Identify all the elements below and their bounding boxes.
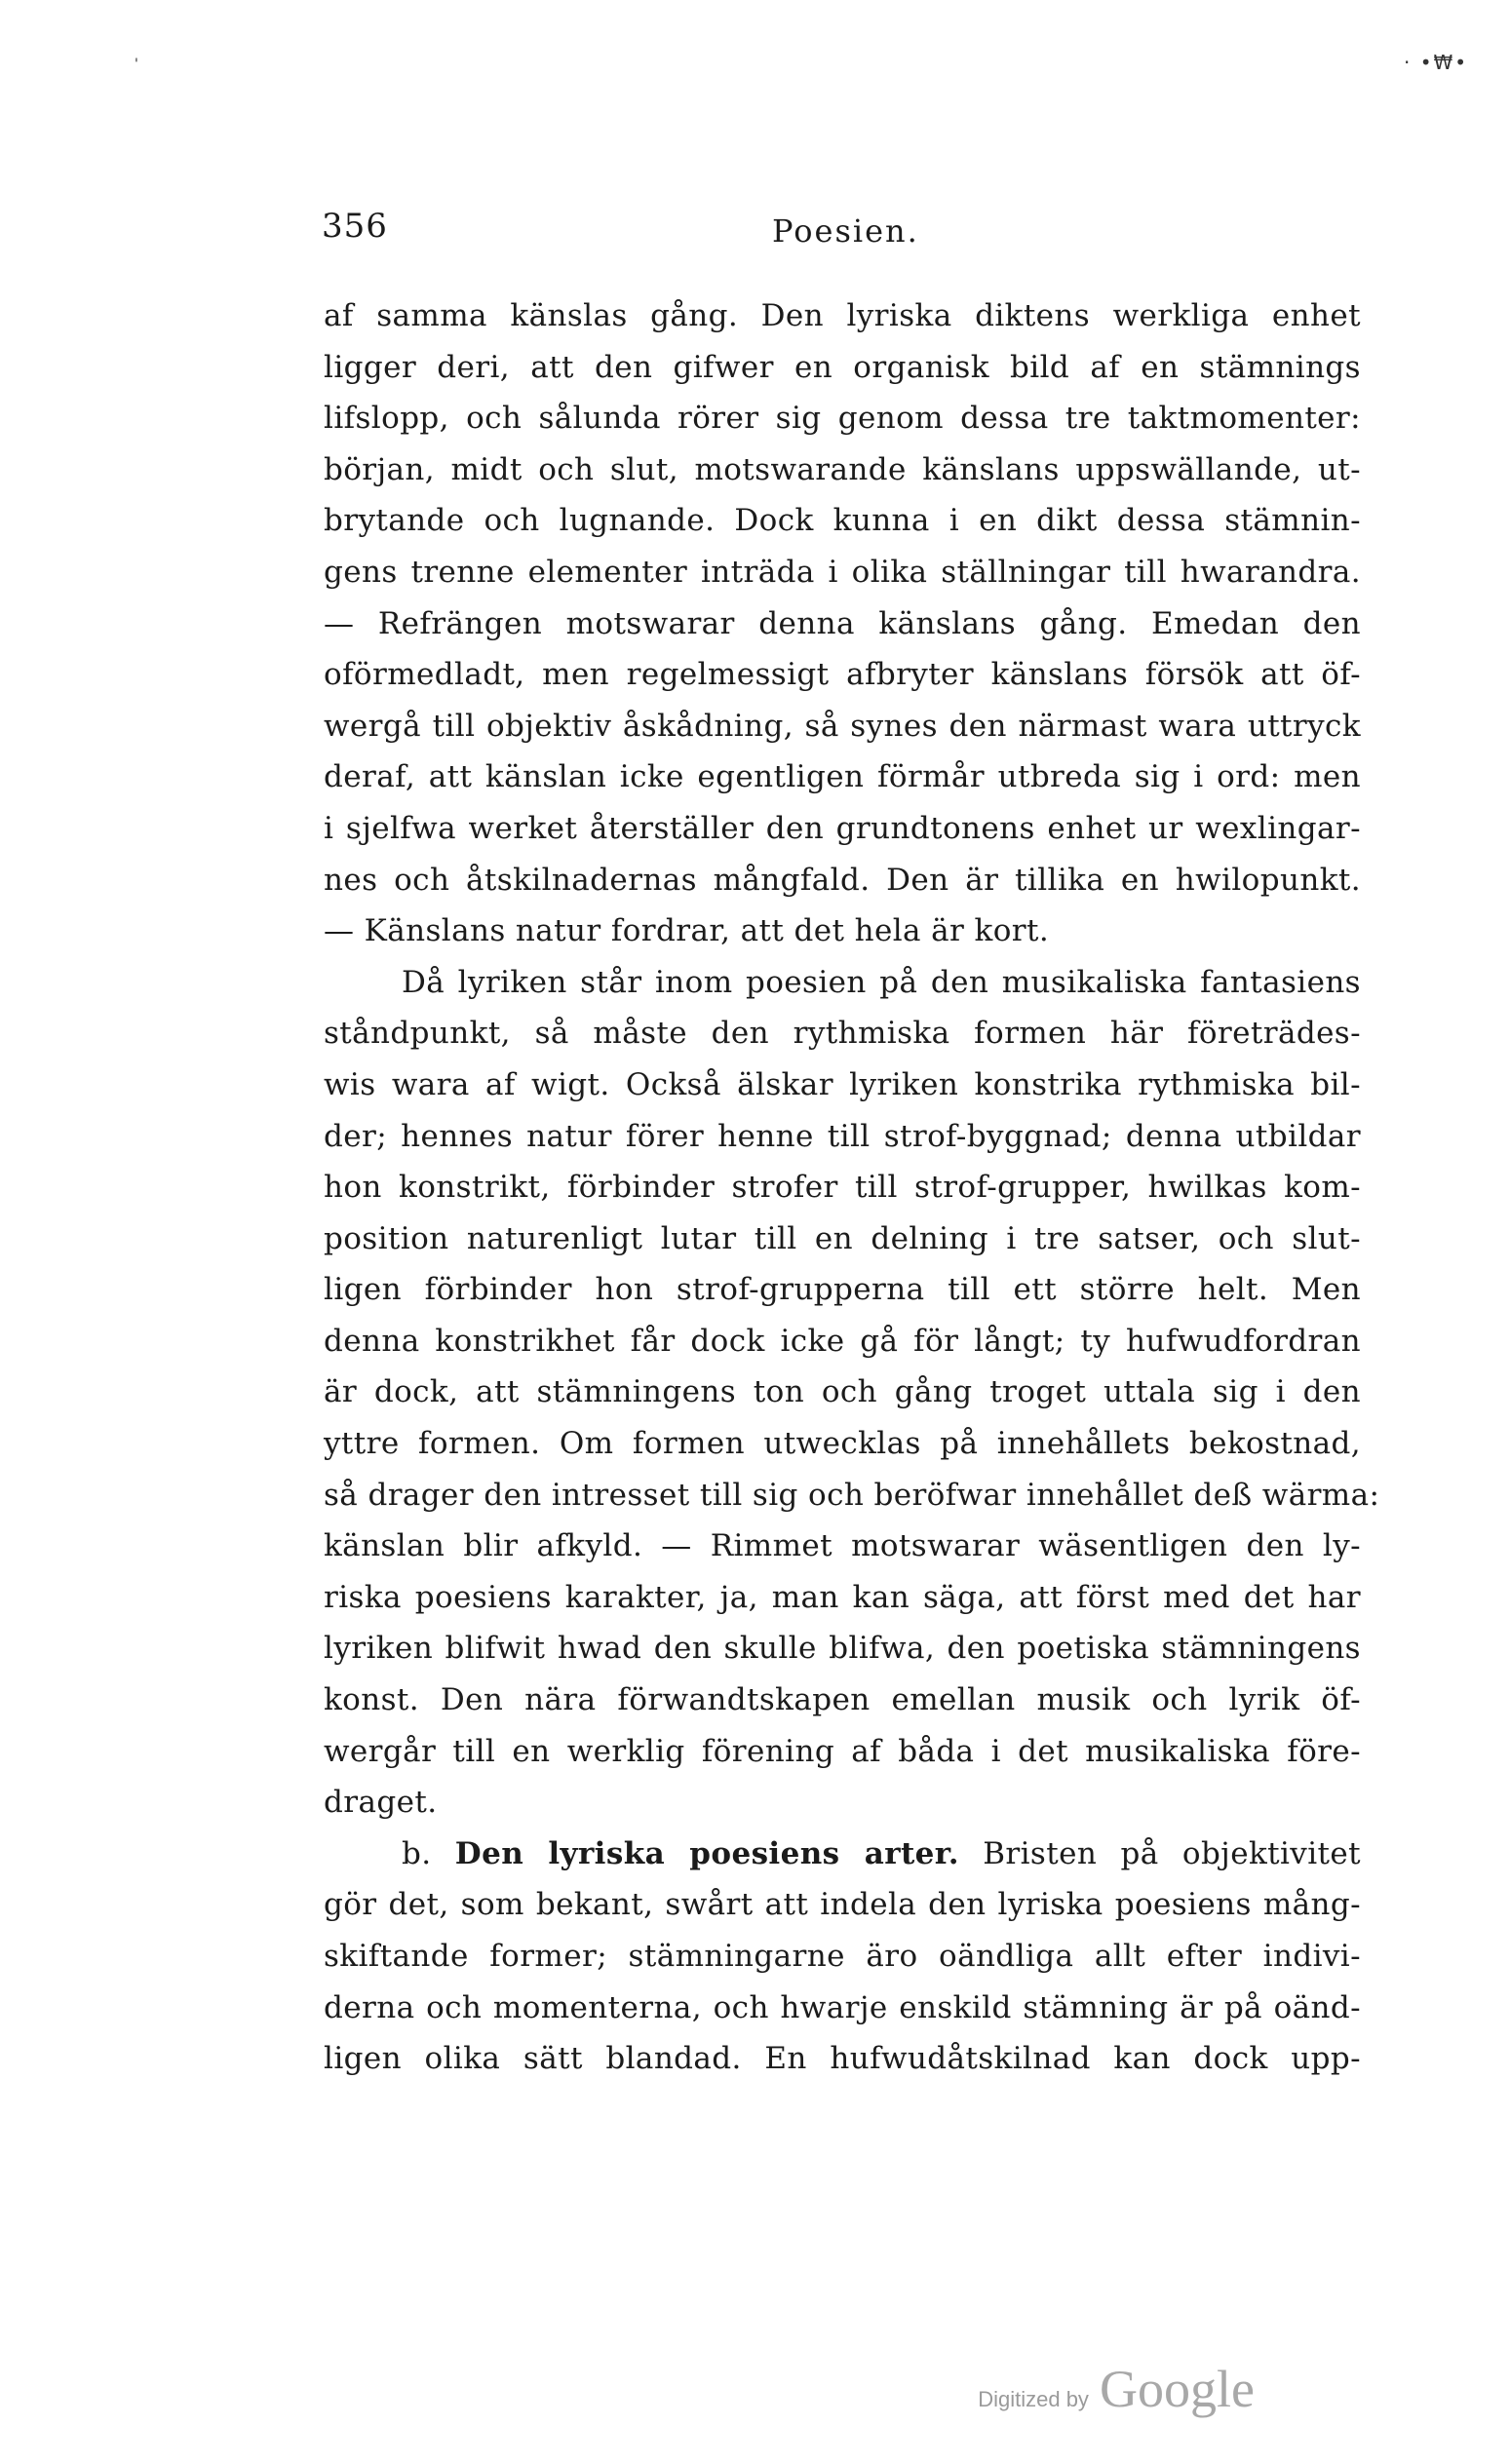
text-line: hon konstrikt, förbinder strofer till strof-grupper, hwilkas kom- bbox=[324, 1170, 1361, 1206]
text-line: gens trenne elementer inträda i olika ställningar till hwarandra. bbox=[324, 554, 1361, 590]
text-line: början, midt och slut, motswarande känslans uppswällande, ut- bbox=[324, 451, 1361, 487]
google-logo: Google bbox=[1100, 2360, 1255, 2418]
text-line: oförmedladt, men regelmessigt afbryter känslans försök att öf- bbox=[324, 657, 1361, 693]
text-line: ligen förbinder hon strof-grupperna till ett större helt. Men bbox=[324, 1272, 1361, 1308]
text-line: skiftande former; stämningarne äro oändliga allt efter indivi- bbox=[324, 1939, 1361, 1974]
text-line: i sjelfwa werket återställer den grundtonens enhet ur wexlingar- bbox=[324, 810, 1361, 846]
text-line: konst. Den nära förwandtskapen emellan musik och lyrik öf- bbox=[324, 1682, 1361, 1718]
text-line: — Känslans natur fordrar, att det hela är kort. bbox=[324, 913, 1050, 949]
text-line: — Refrängen motswarar denna känslans gång. Emedan den bbox=[324, 605, 1361, 641]
text-line: nes och åtskilnadernas mångfald. Den är tillika en hwilopunkt. bbox=[324, 862, 1361, 898]
text-line: gör det, som bekant, swårt att indela den lyriska poesiens mång- bbox=[324, 1887, 1361, 1923]
text-line: der; hennes natur förer henne till strof-byggnad; denna utbildar bbox=[324, 1118, 1361, 1154]
text-line: wergå till objektiv åskådning, så synes den närmast wara uttryck bbox=[324, 708, 1361, 744]
text-line: wergår till en werklig förening af båda i det musikaliska före- bbox=[324, 1733, 1361, 1769]
section-letter: b. bbox=[402, 1835, 432, 1871]
text-line: derna och momenterna, och hwarje enskild stämning är på oänd- bbox=[324, 1989, 1361, 2025]
text-line: är dock, att stämningens ton och gång troget uttala sig i den bbox=[324, 1374, 1361, 1410]
text-line: wis wara af wigt. Också älskar lyriken konstrika rythmiska bil- bbox=[324, 1066, 1361, 1102]
page-number: 356 bbox=[322, 207, 388, 246]
running-head: Poesien. bbox=[772, 212, 919, 250]
text-line: af samma känslas gång. Den lyriska diktens werkliga enhet bbox=[324, 298, 1361, 333]
digitized-by-google-watermark bbox=[978, 2359, 1255, 2427]
section-heading: Den lyriska poesiens arter. bbox=[454, 1835, 959, 1871]
text-segment: Bristen på objektivitet bbox=[983, 1835, 1361, 1871]
text-line: deraf, att känslan icke egentligen förmår utbreda sig i ord: men bbox=[324, 759, 1361, 795]
body-text bbox=[324, 290, 1380, 2085]
text-line: denna konstrikhet får dock icke gå för långt; ty hufwudfordran bbox=[324, 1323, 1361, 1359]
text-line: riska poesiens karakter, ja, man kan säga, att först med det har bbox=[324, 1579, 1361, 1615]
text-line: ligger deri, att den gifwer en organisk bild af en stämnings bbox=[324, 349, 1361, 385]
text-line: ligen olika sätt blandad. En hufwudåtskilnad kan dock upp- bbox=[324, 2041, 1361, 2077]
text-line: lyriken blifwit hwad den skulle blifwa, den poetiska stämningens bbox=[324, 1631, 1361, 1667]
text-line: så drager den intresset till sig och beröfwar innehållet deß wärma: bbox=[324, 1477, 1380, 1513]
section-heading-line bbox=[324, 1829, 1361, 1880]
text-line: lifslopp, och sålunda rörer sig genom dessa tre taktmomenter: bbox=[324, 401, 1361, 437]
text-line: yttre formen. Om formen utwecklas på innehållets bekostnad, bbox=[324, 1426, 1361, 1462]
text-line: brytande och lugnande. Dock kunna i en dikt dessa stämnin- bbox=[324, 503, 1361, 539]
page-header bbox=[322, 207, 1365, 265]
margin-speck-top-left: ' bbox=[135, 57, 138, 72]
text-line: position naturenligt lutar till en delning i tre satser, och slut- bbox=[324, 1220, 1361, 1256]
text-line: draget. bbox=[324, 1785, 438, 1821]
text-line: ståndpunkt, så måste den rythmiska formen här företrädes- bbox=[324, 1016, 1361, 1052]
text-line: Då lyriken står inom poesien på den musikaliska fantasiens bbox=[402, 964, 1361, 1000]
margin-speck-top-right: · •₩• bbox=[1404, 51, 1469, 74]
digitized-by-label: Digitized by bbox=[978, 2387, 1089, 2411]
text-line: känslan blir afkyld. — Rimmet motswarar wäsentligen den ly- bbox=[324, 1528, 1361, 1564]
